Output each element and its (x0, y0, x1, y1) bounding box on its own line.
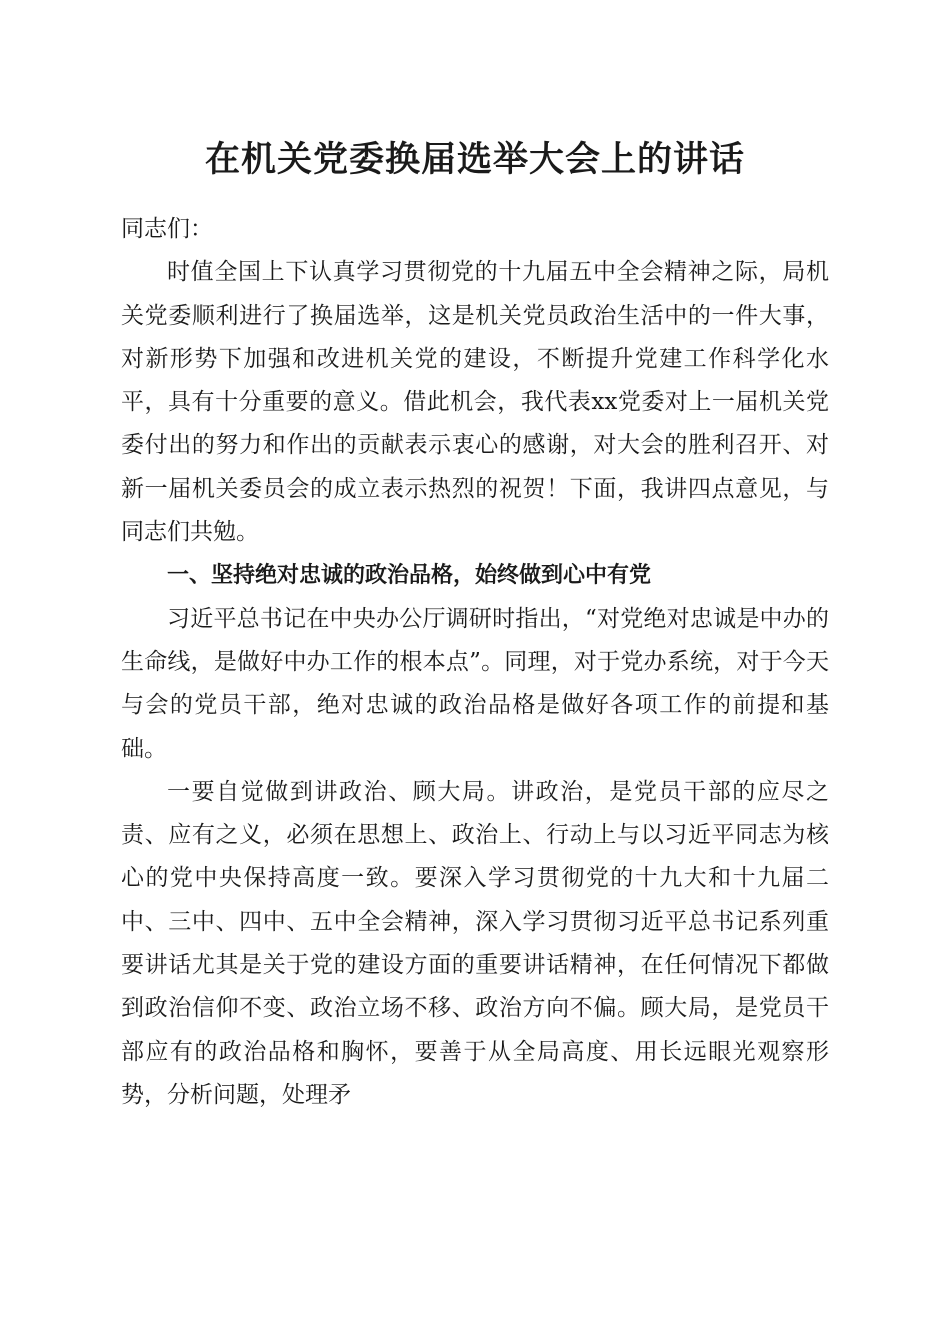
document-title: 在机关党委换届选举大会上的讲话 (204, 139, 745, 180)
paragraph-politics: 一要自觉做到讲政治、顾大局。讲政治，是党员干部的应尽之责、应有之义，必须在思想上、政治上、行动上与以习近平同志为核心的党中央保持高度一致。要深入学习贯彻党的十九大和十九届二中、三中、四中、五中全会精神，深入学习贯彻习近平总书记系列重要讲话尤其是关于党的建设方面的重要讲话精神，在任何情况下都做到政治信仰不变、政治立场不移、政治方向不偏。顾大局，是党员干部应有的政治品格和胸怀，要善于从全局高度、用长远眼光观察形势，分析问题，处理矛 (121, 778, 829, 1108)
paragraph-intro: 时值全国上下认真学习贯彻党的十九届五中全会精神之际，局机关党委顺利进行了换届选举，这是机关党员政治生活中的一件大事，对新形势下加强和改进机关党的建设，不断提升党建工作科学化水平，具有十分重要的意义。借此机会，我代表xx党委对上一届机关党委付出的努力和作出的贡献表示衷心的感谢，对大会的胜利召开、对新一届机关委员会的成立表示热烈的祝贺！下面，我讲四点意见，与同志们共勉。 (121, 259, 829, 546)
paragraph-quote: 习近平总书记在中央办公厅调研时指出，“对党绝对忠诚是中办的生命线，是做好中办工作的根本点”。同理，对于党办系统，对于今天与会的党员干部，绝对忠诚的政治品格是做好各项工作的前提和基础。 (121, 605, 829, 762)
section-heading-1: 一、坚持绝对忠诚的政治品格，始终做到心中有党 (167, 563, 652, 589)
salutation: 同志们： (121, 216, 213, 242)
document-body (121, 208, 829, 1117)
